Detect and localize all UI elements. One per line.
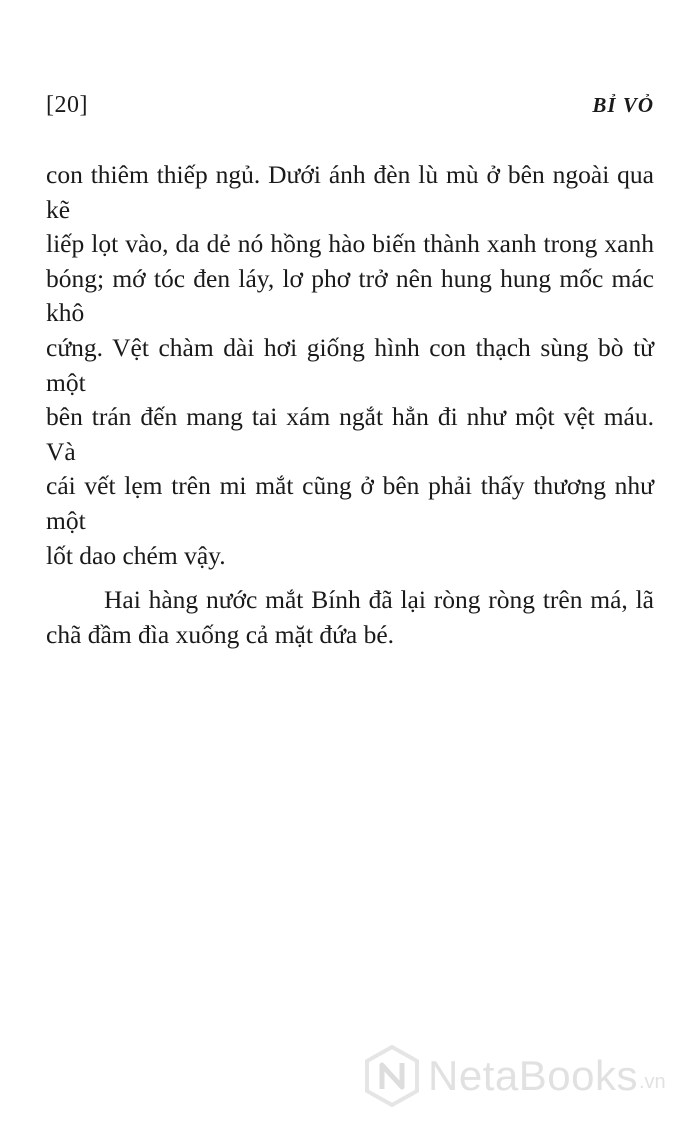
- paragraph-1: [46, 158, 654, 573]
- text-line: chã đầm đìa xuống cả mặt đứa bé.: [46, 619, 395, 649]
- text-line: lốt dao chém vậy.: [46, 540, 226, 570]
- paragraph-2: [46, 583, 654, 652]
- running-title: BỈ VỎ: [592, 93, 654, 117]
- body-text: [46, 158, 654, 652]
- netabooks-logo-icon: [364, 1045, 420, 1107]
- text-line: cứng. Vệt chàm dài hơi giống hình con thạch sùng bò từ một: [46, 332, 654, 397]
- watermark-text: NetaBooks: [428, 1052, 638, 1099]
- text-line: cái vết lẹm trên mi mắt cũng ở bên phải thấy thương như một: [46, 471, 654, 535]
- text-line: liếp lọt vào, da dẻ nó hồng hào biến thành xanh trong xanh: [46, 229, 654, 259]
- watermark: [364, 1044, 666, 1108]
- text-line: Hai hàng nước mắt Bính đã lại ròng ròng trên má, lã: [104, 585, 654, 615]
- text-line: bóng; mớ tóc đen láy, lơ phơ trở nên hung hung mốc mác khô: [46, 263, 654, 328]
- text-line: con thiêm thiếp ngủ. Dưới ánh đèn lù mù ở bên ngoài qua kẽ: [46, 160, 654, 224]
- page-number: [20]: [46, 92, 88, 118]
- text-line: bên trán đến mang tai xám ngắt hẳn đi như một vệt máu. Và: [46, 402, 654, 466]
- page-header: [46, 92, 654, 122]
- watermark-suffix: .vn: [638, 1071, 666, 1093]
